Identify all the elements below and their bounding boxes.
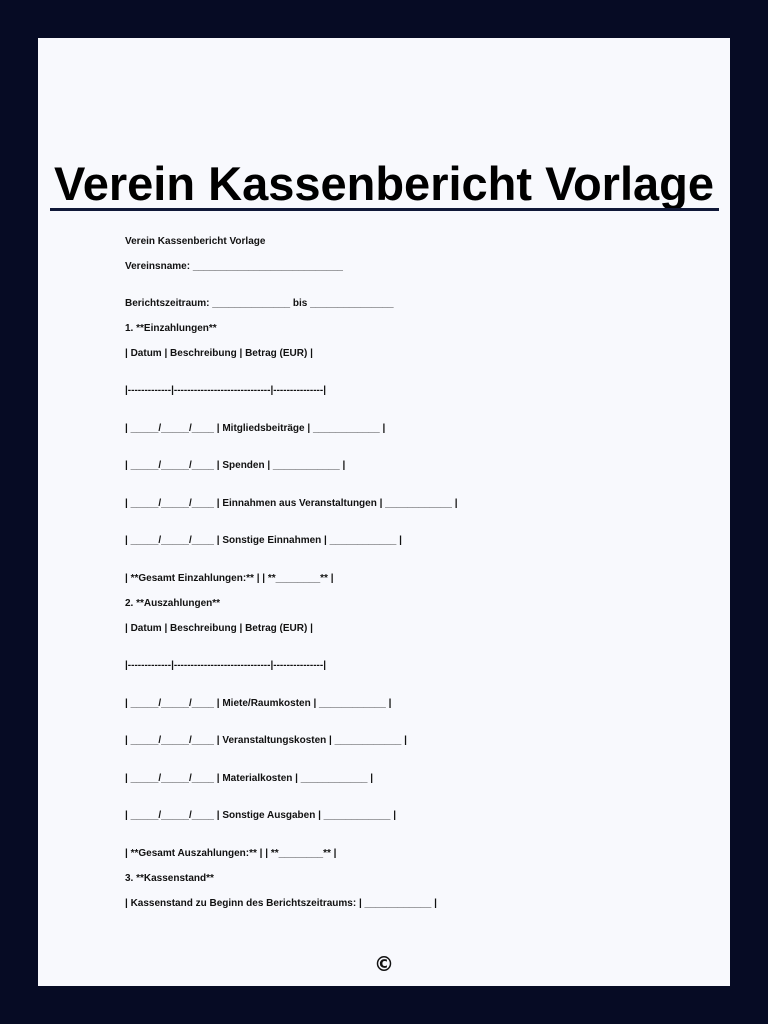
- table-row: | _____/_____/____ | Einnahmen aus Veranstaltungen | ____________ |: [125, 498, 458, 509]
- copyright-icon: ©: [374, 952, 394, 976]
- table-row: | _____/_____/____ | Miete/Raumkosten | ____________ |: [125, 698, 392, 709]
- document-heading: Verein Kassenbericht Vorlage: [53, 157, 715, 210]
- template-title: Verein Kassenbericht Vorlage: [125, 236, 266, 247]
- table-row: | _____/_____/____ | Sonstige Ausgaben | ____________ |: [125, 810, 396, 821]
- opening-balance-row: | Kassenstand zu Beginn des Berichtszeitraums: | ____________ |: [125, 898, 437, 909]
- section-heading-cash-balance: 3. **Kassenstand**: [125, 873, 214, 884]
- table-row: | _____/_____/____ | Veranstaltungskosten | ____________ |: [125, 735, 407, 746]
- table-separator-deposits: |-------------|-----------------------------|---------------|: [125, 385, 327, 396]
- section-heading-deposits: 1. **Einzahlungen**: [125, 323, 217, 334]
- table-row: | _____/_____/____ | Spenden | ____________ |: [125, 460, 346, 471]
- section-heading-payouts: 2. **Auszahlungen**: [125, 598, 221, 609]
- club-name-line: Vereinsname: ___________________________: [125, 261, 343, 272]
- report-period-line: Berichtszeitraum: ______________ bis _______________: [125, 298, 394, 309]
- heading-divider: [50, 208, 719, 211]
- total-deposits-row: | **Gesamt Einzahlungen:** | | **________** |: [125, 573, 334, 584]
- table-row: | _____/_____/____ | Sonstige Einnahmen | ____________ |: [125, 535, 402, 546]
- total-payouts-row: | **Gesamt Auszahlungen:** | | **________** |: [125, 848, 337, 859]
- table-row: | _____/_____/____ | Materialkosten | ____________ |: [125, 773, 374, 784]
- table-header-payouts: | Datum | Beschreibung | Betrag (EUR) |: [125, 623, 313, 634]
- table-header-deposits: | Datum | Beschreibung | Betrag (EUR) |: [125, 348, 313, 359]
- table-row: | _____/_____/____ | Mitgliedsbeiträge | ____________ |: [125, 423, 386, 434]
- document-page: [38, 38, 730, 986]
- table-separator-payouts: |-------------|-----------------------------|---------------|: [125, 660, 327, 671]
